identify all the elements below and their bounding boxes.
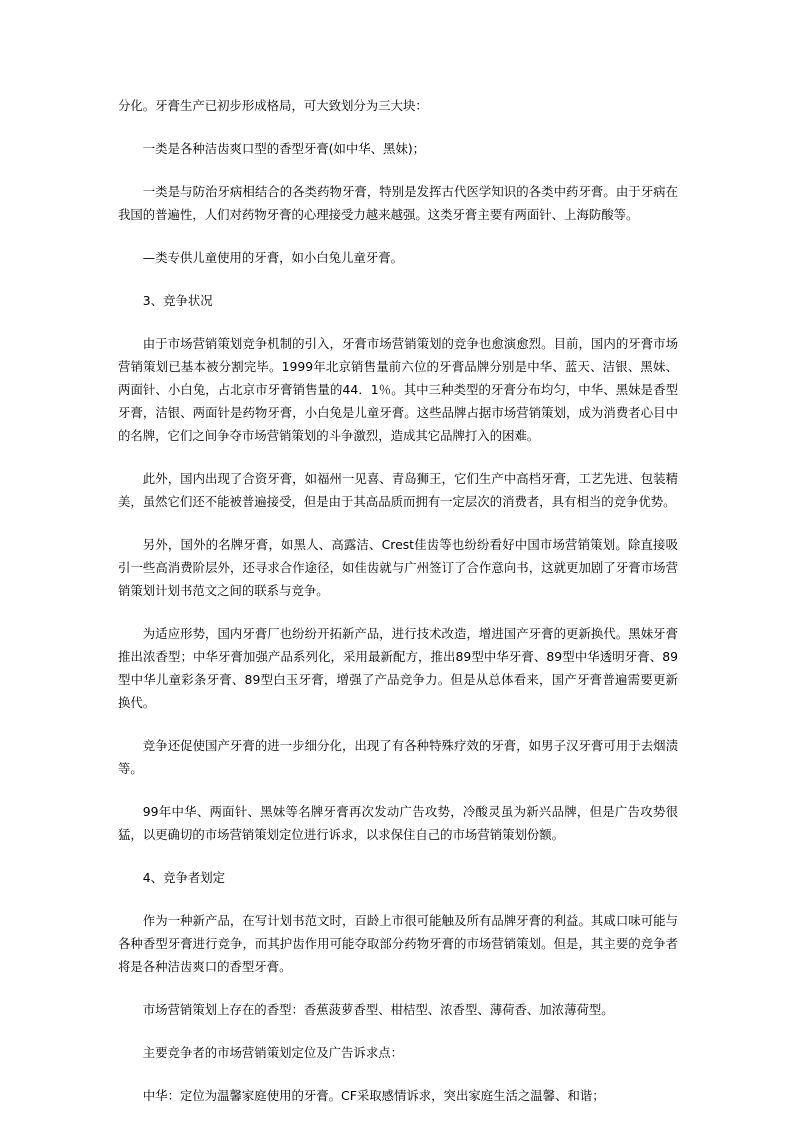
paragraph-9: 为适应形势，国内牙膏厂也纷纷开拓新产品，进行技术改造，增进国产牙膏的更新换代。黑妹牙膏推出浓香型；中华牙膏加强产品系列化，采用最新配方，推出89型中华牙膏、89型中华透明牙膏、89型中华儿童彩条牙膏、89型白玉牙膏，增强了产品竞争力。但是从总体看来，国产牙膏普遍需要更新换代。 xyxy=(118,626,678,710)
paragraph-4: —类专供儿童使用的牙膏，如小白兔儿童牙膏。 xyxy=(142,250,403,265)
paragraph-7: 此外，国内出现了合资牙膏，如福州一见喜、青岛狮王，它们生产中高档牙膏，工艺先进、包装精美，虽然它们还不能被普遍接受，但是由于其高品质而拥有一定层次的消费者，具有相当的竞争优势。 xyxy=(118,471,678,509)
paragraph-3: 一类是与防治牙病相结合的各类药物牙膏，特别是发挥古代医学知识的各类中药牙膏。由于牙病在我国的普遍性，人们对药物牙膏的心理接受力越来越强。这类牙膏主要有两面针、上海防酸等。 xyxy=(118,184,678,222)
paragraph-15: 主要竞争者的市场营销策划定位及广告诉求点： xyxy=(142,1045,403,1060)
paragraph-10: 竞争还促使国产牙膏的进一步细分化，出现了有各种特殊疗效的牙膏，如男子汉牙膏可用于去烟渍等。 xyxy=(118,738,678,776)
document-page xyxy=(118,94,678,1127)
paragraph-14: 市场营销策划上存在的香型：香蕉菠萝香型、柑桔型、浓香型、薄荷香、加浓薄荷型。 xyxy=(142,1002,614,1017)
paragraph-6: 由于市场营销策划竞争机制的引入，牙膏市场营销策划的竞争也愈演愈烈。目前，国内的牙膏市场营销策划已基本被分割完毕。1999年北京销售量前六位的牙膏品牌分别是中华、蓝天、洁银、黑妹、两面针、小白兔，占北京市牙膏销售量的44．1％。其中三种类型的牙膏分布均匀，中华、黑妹是香型牙膏，洁银、两面针是药物牙膏，小白兔是儿童牙膏。这些品牌占据市场营销策划，成为消费者心目中的名牌，它们之间争夺市场营销策划的斗争激烈，造成其它品牌打入的困难。 xyxy=(118,336,678,443)
section-heading-4: 4、竞争者划定 xyxy=(142,870,226,885)
section-heading-3: 3、竞争状况 xyxy=(142,293,213,308)
paragraph-13: 作为一种新产品，在写计划书范文时，百龄上市很可能触及所有品牌牙膏的利益。其咸口味可能与各种香型牙膏进行竞争，而其护齿作用可能夺取部分药物牙膏的市场营销策划。但是，其主要的竞争者将是各种洁齿爽口的香型牙膏。 xyxy=(118,913,678,974)
paragraph-8: 另外，国外的名牌牙膏，如黑人、高露洁、Crest佳齿等也纷纷看好中国市场营销策划。除直接吸引一些高消费阶层外，还寻求合作途径，如佳齿就与广州签订了合作意向书，这就更加剧了牙膏市场营销策划计划书范文之间的联系与竞争。 xyxy=(118,537,678,598)
paragraph-11: 99年中华、两面针、黑妹等名牌牙膏再次发动广告攻势，冷酸灵虽为新兴品牌，但是广告攻势很猛，以更确切的市场营销策划定位进行诉求，以求保住自己的市场营销策划份额。 xyxy=(118,804,678,842)
paragraph-2: 一类是各种洁齿爽口型的香型牙膏(如中华、黑妹)； xyxy=(142,141,426,156)
paragraph-1: 分化。牙膏生产已初步形成格局，可大致划分为三大块： xyxy=(118,98,428,113)
paragraph-16: 中华：定位为温馨家庭使用的牙膏。CF采取感情诉求，突出家庭生活之温馨、和谐； xyxy=(142,1088,605,1103)
